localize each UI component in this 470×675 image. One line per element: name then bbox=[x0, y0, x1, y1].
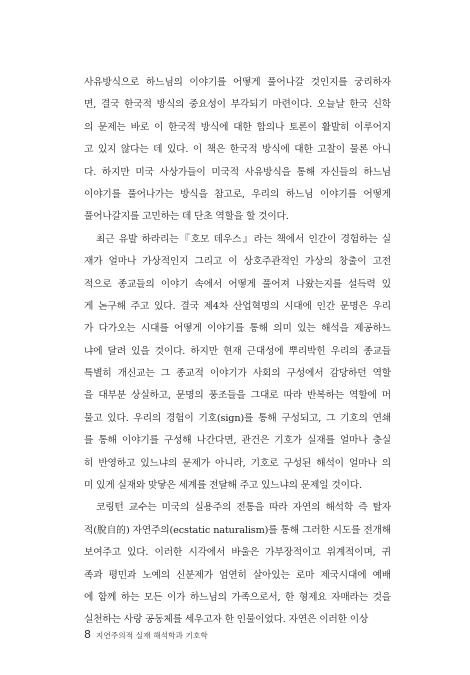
text-line: 가 다가오는 시대를 어떻게 이야기를 통해 의미 있는 해석을 제공하느 bbox=[84, 323, 391, 335]
text-line: 다. 하지만 미국 사상가들이 미국적 사유방식을 통해 자신들의 하느님 bbox=[84, 166, 391, 178]
text-line: 특별히 개신교는 그 종교적 이야기가 사회의 구성에서 감당하던 역할 bbox=[84, 368, 391, 380]
running-title: 지연주의적 실재 해석학과 기호학 bbox=[96, 631, 208, 640]
text-line: 실천하는 사랑 공동체를 세우고자 한 인물이었다. 자연은 이러한 이상 bbox=[84, 614, 369, 626]
text-line: 에 함께 하는 모든 이가 하느님의 가족으로서, 한 형제요 자매라는 것을 bbox=[84, 591, 391, 603]
text-line: 코링턴 교수는 미국의 실용주의 전통을 따라 자연의 해석학 즉 탈자 bbox=[96, 502, 391, 514]
text-line: 고 있지 않다는 데 있다. 이 책은 한국적 방식에 대한 고찰이 물론 아니 bbox=[84, 144, 391, 156]
paragraph bbox=[84, 72, 391, 229]
text-line: 미 있게 실재와 맞닿은 세계를 전달해 주고 있느냐의 문제일 것이다. bbox=[84, 480, 362, 492]
text-line: 적(脫自的) 자연주의(ecstatic naturalism)를 통해 그러한 시도를 전개해 bbox=[84, 524, 391, 536]
text-line: 족과 평민과 노예의 신분제가 엄연히 살아있는 로마 제국시대에 예배 bbox=[84, 569, 391, 581]
text-line: 냐에 달려 있을 것이다. 하지만 현재 근대성에 뿌리박힌 우리의 종교들 bbox=[84, 345, 391, 357]
text-line: 최근 유발 하라리는『호모 데우스』라는 책에서 인간이 경험하는 실 bbox=[96, 233, 391, 245]
text-line: 풀어나갈지를 고민하는 데 단초 역할을 할 것이다. bbox=[84, 211, 289, 223]
text-line: 를 통해 이야기를 구성해 나간다면, 관건은 기호가 실재를 얼마나 충실 bbox=[84, 435, 391, 447]
text-line: 사유방식으로 하느님의 이야기를 어떻게 풀어나갈 것인지를 궁리하자 bbox=[84, 77, 391, 88]
text-line: 재가 얼마나 가상적인지 그리고 이 상호주관적인 가상의 창출이 고전 bbox=[84, 256, 391, 268]
text-line: 을 대부분 상실하고, 문명의 풍조들을 그대로 따라 반복하는 역할에 머 bbox=[84, 390, 391, 402]
text-line: 면, 결국 한국적 방식의 중요성이 부각되기 마련이다. 오늘날 한국 신학 bbox=[84, 99, 391, 111]
page-footer bbox=[84, 628, 208, 642]
text-line: 의 문제는 바로 이 한국적 방식에 대한 합의나 토론이 활발히 이루어지 bbox=[84, 121, 391, 133]
paragraph bbox=[84, 229, 391, 498]
text-line: 보여주고 있다. 이러한 시각에서 바울은 가부장적이고 위계적이며, 귀 bbox=[84, 547, 391, 559]
body-text bbox=[84, 72, 391, 632]
text-line: 물고 있다. 우리의 경험이 기호(sign)를 통해 구성되고, 그 기호의 연쇄 bbox=[84, 412, 391, 424]
text-line: 게 논구해 주고 있다. 결국 제4차 산업혁명의 시대에 인간 문명은 우리 bbox=[84, 300, 391, 312]
paragraph bbox=[84, 497, 391, 631]
text-line: 이야기를 풀어나가는 방식을 참고로, 우리의 하느님 이야기를 어떻게 bbox=[84, 188, 391, 200]
page-number: 8 bbox=[84, 628, 91, 641]
text-line: 히 반영하고 있느냐의 문제가 아니라, 기호로 구성된 해석이 얼마나 의 bbox=[84, 457, 391, 469]
text-line: 적으로 종교들의 이야기 속에서 어떻게 풀어져 나왔는지를 설득력 있 bbox=[84, 278, 391, 290]
